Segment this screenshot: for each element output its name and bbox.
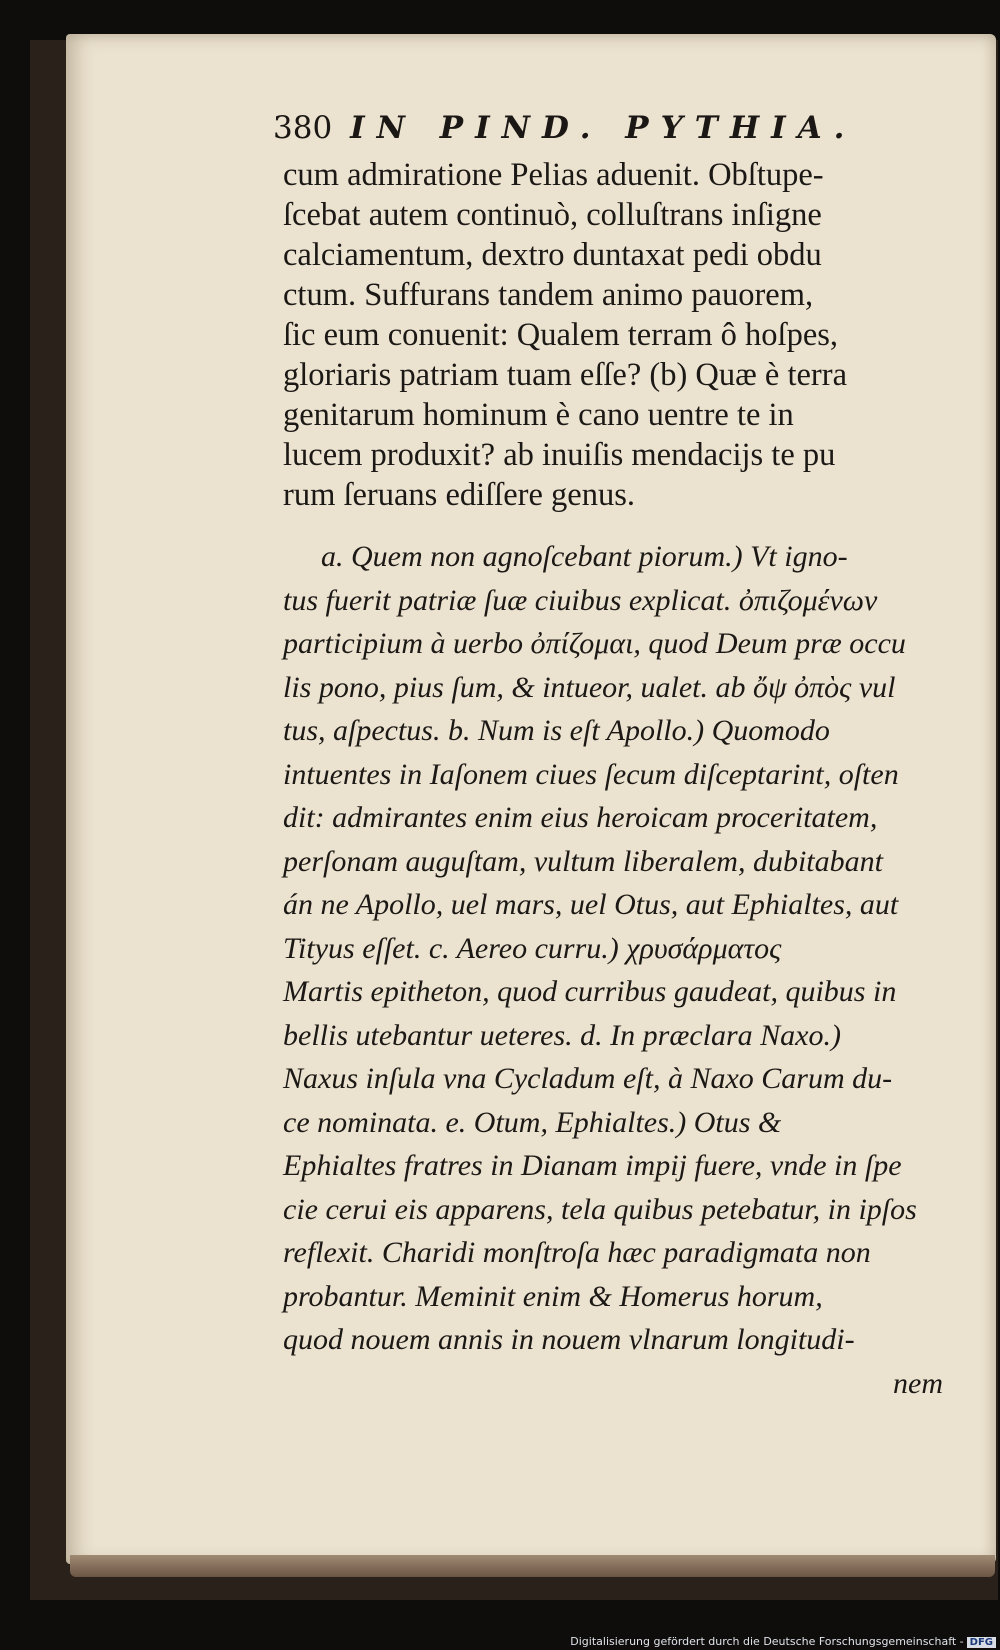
- note-line: tus fuerit patriæ ſuæ ciuibus explicat. ὀπιζομένων: [283, 583, 878, 617]
- text-line: calciamentum, dextro duntaxat pedi obdu: [283, 237, 822, 273]
- main-text: [283, 155, 943, 515]
- page-stack-edge: [70, 1555, 995, 1577]
- note-line: Martis epitheton, quod curribus gaudeat, quibus in: [283, 975, 897, 1008]
- note-line: intuentes in Iaſonem ciues ſecum diſceptarint, oſten: [283, 757, 899, 791]
- note-line: dit: admirantes enim eius heroicam proceritatem,: [283, 801, 878, 834]
- page-number: 380: [273, 110, 333, 146]
- note-line: bellis utebantur ueteres. d. In præclara Naxo.): [283, 1018, 841, 1052]
- note-line: cie cerui eis apparens, tela quibus petebatur, in ipſos: [283, 1192, 917, 1226]
- note-line: Naxus inſula vna Cycladum eſt, à Naxo Carum du-: [283, 1062, 893, 1095]
- note-line: quod nouem annis in nouem vlnarum longitudi-: [283, 1323, 855, 1356]
- text-line: genitarum hominum è cano uentre te in: [283, 397, 794, 433]
- running-head: [273, 110, 923, 146]
- note-line: perſonam auguſtam, vultum liberalem, dubitabant: [283, 844, 883, 878]
- text-line: gloriaris patriam tuam eſſe? (b) Quæ è terra: [283, 357, 848, 393]
- note-line: tus, aſpectus. b. Num is eſt Apollo.) Quomodo: [283, 714, 830, 747]
- running-head-title: IN PIND. PYTHIA.: [350, 110, 857, 146]
- text-line: ſcebat autem continuò, colluſtrans inſigne: [283, 197, 822, 233]
- text-line: ſic eum conuenit: Qualem terram ô hoſpes,: [283, 317, 839, 353]
- text-line: rum ſeruans ediſſere genus.: [283, 477, 635, 513]
- text-line: ctum. Suffurans tandem animo pauorem,: [283, 277, 814, 313]
- catchword: nem: [893, 1366, 943, 1400]
- note-line: participium à uerbo ὀπίζομαι, quod Deum præ occu: [283, 627, 906, 660]
- note-line: reflexit. Charidi monſtroſa hæc paradigmata non: [283, 1236, 871, 1269]
- note-line: án ne Apollo, uel mars, uel Otus, aut Ephialtes, aut: [283, 888, 899, 921]
- dfg-logo: DFG: [967, 1637, 996, 1648]
- commentary-notes: [283, 535, 943, 1405]
- digitization-credit: [570, 1635, 996, 1648]
- note-line: probantur. Meminit enim & Homerus horum,: [283, 1279, 823, 1313]
- note-line: Ephialtes fratres in Dianam impij fuere, vnde in ſpe: [283, 1149, 902, 1182]
- note-line: Tityus eſſet. c. Aereo curru.) χρυσάρματος: [283, 931, 782, 965]
- text-line: cum admiratione Pelias aduenit. Obſtupe-: [283, 157, 824, 193]
- note-line: ce nominata. e. Otum, Ephialtes.) Otus &: [283, 1105, 782, 1139]
- note-line: lis pono, pius ſum, & intueor, ualet. ab ὄψ ὀπὸς vul: [283, 670, 896, 704]
- note-line: a. Quem non agnoſcebant piorum.) Vt igno-: [321, 540, 848, 573]
- credit-text: Digitalisierung gefördert durch die Deutsche Forschungsgemeinschaft -: [570, 1635, 964, 1648]
- text-line: lucem produxit? ab inuiſis mendacijs te pu: [283, 437, 836, 473]
